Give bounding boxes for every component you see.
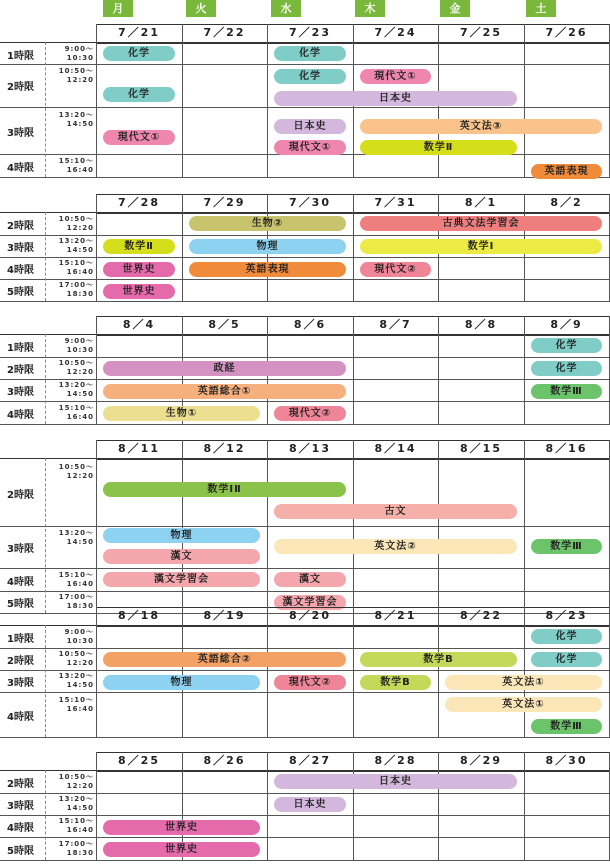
period-label: 2時限 (7, 364, 34, 376)
class-event[interactable]: 日本史 (274, 119, 346, 134)
period-label: 1時限 (7, 634, 34, 645)
date-cell: 8／26 (203, 754, 246, 767)
class-event[interactable]: 物理 (103, 528, 260, 543)
period-time: 15:10〜 16:40 (58, 259, 94, 276)
date-cell: 8／11 (118, 442, 160, 455)
period-time: 17:00〜 18:30 (58, 593, 94, 610)
day-tab-2: 水 (271, 0, 301, 17)
date-cell: 7／21 (118, 26, 160, 39)
dash-separator (45, 212, 46, 301)
class-event[interactable]: 現代文② (274, 406, 346, 421)
period-label: 3時限 (7, 543, 34, 555)
period-time: 15:10〜 16:40 (58, 817, 94, 834)
class-event[interactable]: 世界史 (103, 284, 175, 299)
class-event[interactable]: 英語総合① (103, 384, 346, 399)
class-event[interactable]: 化学 (103, 87, 175, 102)
class-event[interactable]: 数学B (360, 675, 431, 690)
class-event[interactable]: 政経 (103, 361, 346, 376)
period-time: 13:20〜 14:50 (58, 529, 94, 546)
dash-separator (45, 334, 46, 424)
class-event[interactable]: 生物① (103, 406, 260, 421)
period-time: 9:00〜 10:30 (64, 44, 94, 62)
column-line (267, 440, 268, 613)
period-time: 10:50〜 12:20 (58, 463, 94, 480)
dash-separator (45, 42, 46, 177)
class-event[interactable]: 英文法① (445, 697, 602, 712)
date-cell: 8／12 (203, 442, 246, 455)
column-line (524, 316, 525, 424)
date-cell: 8／18 (118, 609, 160, 622)
period-time: 10:50〜 12:20 (58, 649, 94, 667)
class-event[interactable]: 現代文① (360, 69, 431, 84)
period-label: 2時限 (7, 779, 34, 790)
date-cell: 7／26 (545, 26, 588, 39)
class-event[interactable]: 漢文 (274, 572, 346, 587)
period-time: 10:50〜 12:20 (58, 773, 94, 790)
column-line (96, 316, 97, 424)
period-row (0, 625, 610, 649)
column-line (267, 607, 268, 737)
column-line (353, 607, 354, 737)
column-line (438, 440, 439, 613)
period-label: 1時限 (7, 343, 34, 354)
column-line (353, 752, 354, 860)
class-event[interactable]: 世界史 (103, 820, 260, 835)
column-line (96, 24, 97, 177)
column-line (438, 316, 439, 424)
date-cell: 8／23 (545, 609, 588, 622)
date-cell: 8／8 (464, 318, 498, 331)
period-time: 13:20〜 14:50 (58, 381, 94, 398)
class-event[interactable]: 化学 (531, 338, 602, 353)
column-line (524, 24, 525, 177)
period-row (0, 837, 610, 861)
date-cell: 8／2 (550, 196, 583, 209)
period-label: 4時限 (7, 409, 34, 421)
date-cell: 8／22 (460, 609, 502, 622)
date-cell: 7／23 (289, 26, 331, 39)
class-event[interactable]: 英文法③ (360, 119, 602, 134)
date-cell: 8／14 (374, 442, 417, 455)
dash-separator (45, 770, 46, 860)
period-label: 3時限 (7, 242, 34, 254)
day-tab-1: 火 (186, 0, 216, 17)
date-cell: 8／1 (464, 196, 498, 209)
dash-separator (45, 625, 46, 737)
period-label: 2時限 (7, 655, 34, 667)
column-line (267, 24, 268, 177)
date-cell: 8／25 (118, 754, 160, 767)
column-line (182, 440, 183, 613)
class-event[interactable]: 古典文法学習会 (360, 216, 602, 231)
date-cell: 8／9 (550, 318, 583, 331)
period-label: 4時限 (7, 162, 34, 174)
class-event[interactable]: 化学 (531, 361, 602, 376)
class-event[interactable]: 化学 (103, 46, 175, 61)
period-row (0, 154, 610, 178)
class-event[interactable]: 英語表現 (189, 262, 346, 277)
period-label: 3時限 (7, 678, 34, 689)
date-cell: 7／25 (460, 26, 502, 39)
column-line (353, 316, 354, 424)
class-event[interactable]: 古文 (274, 504, 517, 519)
column-line (96, 607, 97, 737)
dash-separator (45, 458, 46, 613)
class-event[interactable]: 現代文① (103, 130, 175, 145)
class-event[interactable]: 英語表現 (531, 164, 602, 179)
period-label: 4時限 (7, 576, 34, 588)
column-line (438, 607, 439, 737)
date-cell: 8／4 (122, 318, 156, 331)
period-label: 3時限 (7, 800, 34, 812)
date-cell: 8／7 (379, 318, 412, 331)
column-line (353, 194, 354, 301)
column-line (182, 194, 183, 301)
class-event[interactable]: 数学Ⅱ (103, 239, 175, 254)
period-row (0, 334, 610, 358)
period-time: 9:00〜 10:30 (64, 628, 94, 645)
period-row (0, 815, 610, 838)
date-cell: 8／29 (460, 754, 502, 767)
class-event[interactable]: 日本史 (274, 774, 517, 789)
class-event[interactable]: 数学Ⅲ (531, 384, 602, 399)
date-cell: 7／24 (374, 26, 417, 39)
class-event[interactable]: 物理 (189, 239, 346, 254)
date-cell: 8／16 (545, 442, 588, 455)
date-cell: 7／28 (118, 196, 160, 209)
class-event[interactable]: 数学Ⅰ (360, 239, 602, 254)
date-cell: 8／21 (374, 609, 417, 622)
period-label: 3時限 (7, 387, 34, 398)
column-line (96, 752, 97, 860)
column-line (524, 607, 525, 737)
class-event[interactable]: 化学 (274, 69, 346, 84)
date-cell: 7／30 (289, 196, 331, 209)
class-event[interactable]: 数学Ⅲ (531, 539, 602, 554)
period-label: 1時限 (7, 50, 34, 62)
class-event[interactable]: 世界史 (103, 842, 260, 857)
date-cell: 8／19 (203, 609, 246, 622)
date-cell: 8／5 (208, 318, 241, 331)
period-time: 15:10〜 16:40 (58, 570, 94, 588)
class-event[interactable]: 現代文① (274, 140, 346, 155)
period-time: 10:50〜 12:20 (58, 215, 94, 232)
class-event[interactable]: 化学 (531, 652, 602, 667)
class-event[interactable]: 化学 (531, 629, 602, 644)
period-label: 4時限 (7, 265, 34, 276)
class-event[interactable]: 数学ⅠⅡ (103, 482, 346, 497)
date-cell: 8／27 (289, 754, 331, 767)
column-line (96, 440, 97, 613)
period-label: 2時限 (7, 489, 34, 501)
date-cell: 8／15 (460, 442, 502, 455)
class-event[interactable]: 漢文学習会 (274, 595, 346, 610)
period-label: 4時限 (7, 711, 34, 723)
period-time: 17:00〜 18:30 (58, 839, 94, 857)
class-event[interactable]: 化学 (274, 46, 346, 61)
date-cell: 7／22 (203, 26, 246, 39)
date-cell: 8／13 (289, 442, 331, 455)
day-tab-5: 土 (526, 0, 556, 17)
class-event[interactable]: 英文法② (274, 539, 517, 554)
class-event[interactable]: 数学Ⅱ (360, 140, 517, 155)
date-cell: 8／20 (289, 609, 331, 622)
class-event[interactable]: 現代文② (360, 262, 431, 277)
date-cell: 8／6 (293, 318, 327, 331)
column-line (524, 440, 525, 613)
period-row (0, 279, 610, 302)
period-label: 5時限 (7, 845, 34, 857)
class-event[interactable]: 漢文 (103, 549, 260, 564)
period-label: 5時限 (7, 599, 34, 610)
period-time: 10:50〜 12:20 (58, 358, 94, 376)
class-event[interactable]: 数学B (360, 652, 517, 667)
date-cell: 7／29 (203, 196, 246, 209)
period-time: 13:20〜 14:50 (58, 236, 94, 254)
column-line (267, 752, 268, 860)
class-event[interactable]: 現代文② (274, 675, 346, 690)
class-event[interactable]: 日本史 (274, 91, 517, 106)
period-time: 15:10〜 16:40 (58, 696, 94, 713)
class-event[interactable]: 漢文学習会 (103, 572, 260, 587)
date-cell: 7／31 (374, 196, 417, 209)
period-label: 2時限 (7, 221, 34, 232)
column-line (353, 440, 354, 613)
period-label: 2時限 (7, 82, 34, 93)
class-event[interactable]: 英語総合② (103, 652, 346, 667)
column-line (182, 607, 183, 737)
period-time: 13:20〜 14:50 (58, 794, 94, 812)
day-tab-0: 月 (103, 0, 133, 17)
period-time: 15:10〜 16:40 (58, 403, 94, 421)
column-line (438, 752, 439, 860)
class-event[interactable]: 物理 (103, 675, 260, 690)
period-time: 13:20〜 14:50 (58, 111, 94, 128)
class-event[interactable]: 世界史 (103, 262, 175, 277)
period-time: 15:10〜 16:40 (58, 156, 94, 174)
date-cell: 8／28 (374, 754, 417, 767)
column-line (524, 752, 525, 860)
period-label: 3時限 (7, 127, 34, 139)
day-tab-3: 木 (355, 0, 385, 17)
period-time: 10:50〜 12:20 (58, 67, 94, 84)
period-time: 9:00〜 10:30 (64, 337, 94, 354)
class-event[interactable]: 数学Ⅲ (531, 719, 602, 734)
period-time: 17:00〜 18:30 (58, 281, 94, 298)
period-time: 13:20〜 14:50 (58, 672, 94, 689)
day-tab-4: 金 (440, 0, 470, 17)
class-event[interactable]: 英文法① (445, 675, 602, 690)
column-line (182, 24, 183, 177)
period-label: 5時限 (7, 287, 34, 298)
date-cell: 8／30 (545, 754, 588, 767)
class-event[interactable]: 日本史 (274, 797, 346, 812)
class-event[interactable]: 生物② (189, 216, 346, 231)
period-label: 4時限 (7, 823, 34, 834)
column-line (96, 194, 97, 301)
